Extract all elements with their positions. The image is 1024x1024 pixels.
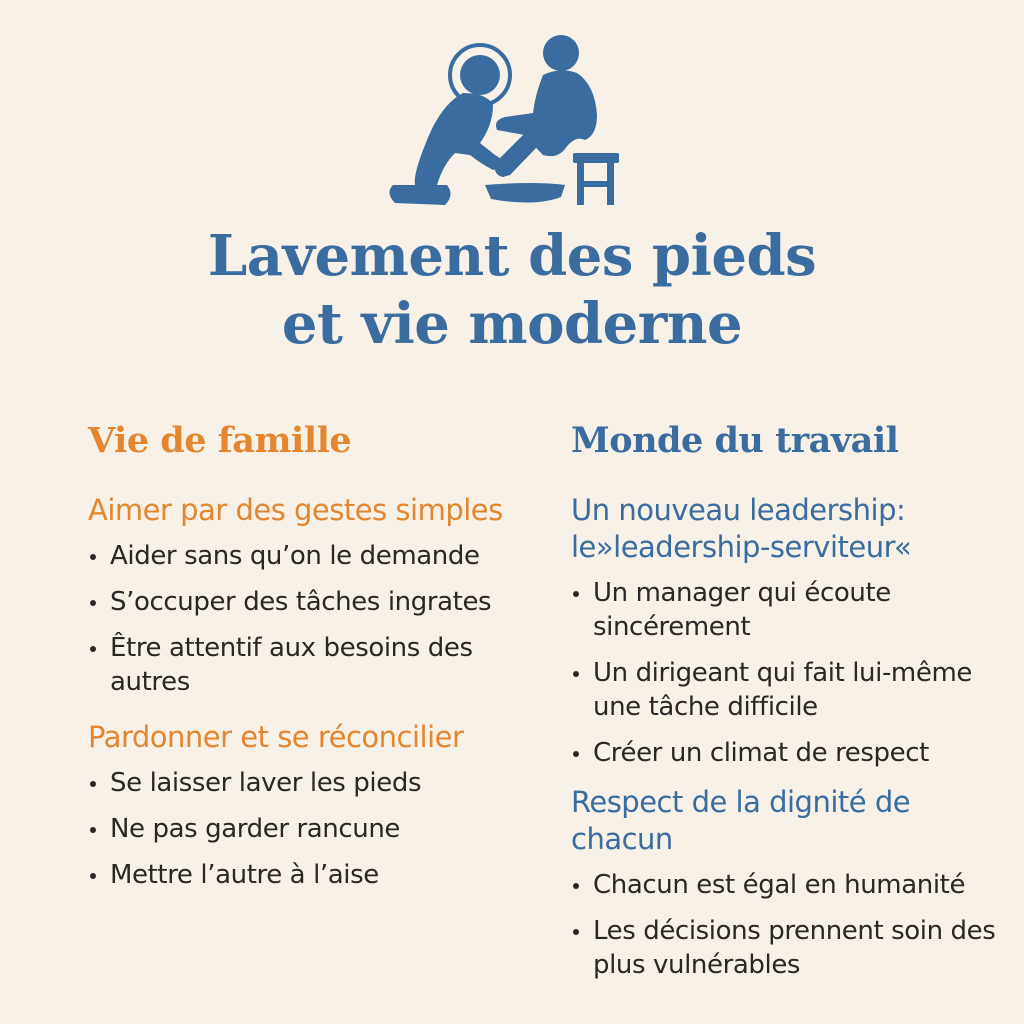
list-item: Chacun est égal en humanité (571, 868, 1011, 902)
group-forgive-reconcile (88, 719, 528, 892)
list-item: Aider sans qu’on le demande (88, 539, 528, 573)
family-life-column (88, 418, 528, 912)
group-servant-leadership (571, 492, 1011, 770)
bullet-list (88, 539, 528, 699)
group-dignity (571, 784, 1011, 982)
column-heading-work: Monde du travail (571, 420, 899, 461)
sub-heading: Un nouveau leadership: le»leadership-serviteur« (571, 493, 912, 564)
foot-washing-icon (385, 35, 635, 215)
list-item: Créer un climat de respect (571, 736, 1011, 770)
column-heading-family: Vie de famille (88, 420, 352, 461)
list-item: Se laisser laver les pieds (88, 766, 528, 800)
list-item: Mettre l’autre à l’aise (88, 858, 528, 892)
work-world-column (571, 418, 1011, 996)
bullet-list (88, 766, 528, 892)
list-item: S’occuper des tâches ingrates (88, 585, 528, 619)
title-line-1: Lavement des pieds (207, 223, 817, 289)
list-item: Être attentif aux besoins des autres (88, 631, 528, 699)
page-title (0, 222, 1024, 358)
bullet-list (571, 576, 1011, 770)
sub-heading: Pardonner et se réconcilier (88, 720, 464, 754)
sub-heading: Respect de la dignité de chacun (571, 785, 911, 856)
list-item: Un dirigeant qui fait lui-même une tâche difficile (571, 656, 1011, 724)
list-item: Un manager qui écoute sincérement (571, 576, 1011, 644)
group-love-simple-gestures (88, 492, 528, 699)
list-item: Les décisions prennent soin des plus vulnérables (571, 914, 1011, 982)
bullet-list (571, 868, 1011, 982)
sub-heading: Aimer par des gestes simples (88, 493, 503, 527)
list-item: Ne pas garder rancune (88, 812, 528, 846)
title-line-2: et vie moderne (281, 291, 743, 357)
